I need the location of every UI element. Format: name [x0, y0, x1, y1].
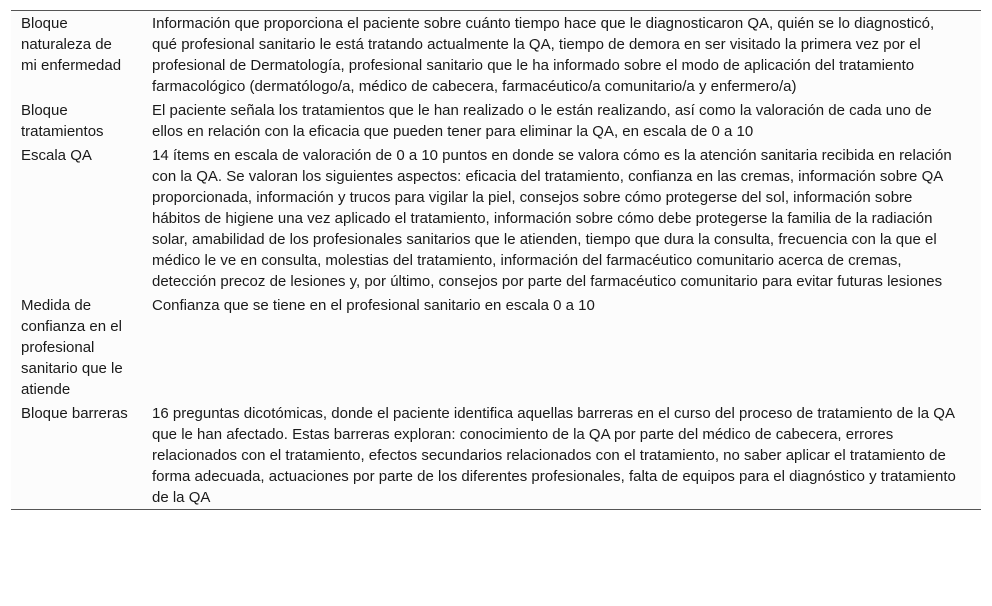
row-label: Medida de confianza en el profesional sanitario que le atiende — [21, 297, 123, 398]
row-label: Bloque barreras — [21, 405, 128, 422]
table-row — [11, 11, 981, 98]
row-description: Información que proporciona el paciente sobre cuánto tiempo hace que le diagnosticaron QA, quién se lo diagnosticó, qué profesional sanitario le está tratando actualmente la QA, tiempo de demora en ser visitado la primera vez por el profesional de Dermatología, profesional sanitario que le ha informado sobre el modo de aplicación del tratamiento farmacológico (dermatólogo/a, médico de cabecera, farmacéutico/a comunitario/a y enfermero/a) — [152, 15, 935, 95]
row-description: El paciente señala los tratamientos que le han realizado o le están realizando, así como la valoración de cada uno de ellos en relación con la eficacia que pueden tener para eliminar la QA, en escala de 0 a 10 — [152, 102, 932, 140]
table-row — [11, 293, 981, 401]
row-description: 14 ítems en escala de valoración de 0 a 10 puntos en donde se valora cómo es la atención sanitaria recibida en relación con la QA. Se valoran los siguientes aspectos: eficacia del tratamiento, confianza en las cremas, información sobre QA proporcionada, información y trucos para vigilar la piel, consejos sobre cómo protegerse del sol, información sobre hábitos de higiene una vez aplicado el tratamiento, información sobre cómo debe protegerse la familia de la radiación solar, amabilidad de los profesionales sanitarios que le atienden, tiempo que dura la consulta, frecuencia con la que el médico le ve en consulta, molestias del tratamiento, información del farmacéutico comunitario acerca de cremas, detección precoz de lesiones y, por último, consejos por parte del farmacéutico comunitario para evitar futuras lesiones — [152, 147, 952, 290]
questionnaire-table-grid — [11, 11, 981, 509]
row-description: Confianza que se tiene en el profesional sanitario en escala 0 a 10 — [152, 297, 595, 314]
table-row — [11, 401, 981, 509]
row-label: Escala QA — [21, 147, 92, 164]
table-row — [11, 98, 981, 143]
row-label: Bloque tratamientos — [21, 102, 104, 140]
table-row — [11, 143, 981, 293]
row-label: Bloque naturaleza de mi enfermedad — [21, 15, 122, 74]
questionnaire-table — [11, 10, 981, 510]
row-description: 16 preguntas dicotómicas, donde el paciente identifica aquellas barreras en el curso del proceso de tratamiento de la QA que le han afectado. Estas barreras exploran: conocimiento de la QA por parte del médico de cabecera, errores relacionados con el tratamiento, efectos secundarios relacionados con el tratamiento, no saber aplicar el tratamiento de forma adecuada, actuaciones por parte de los diferentes profesionales, falta de equipos para el diagnóstico y tratamiento de la QA — [152, 405, 956, 506]
